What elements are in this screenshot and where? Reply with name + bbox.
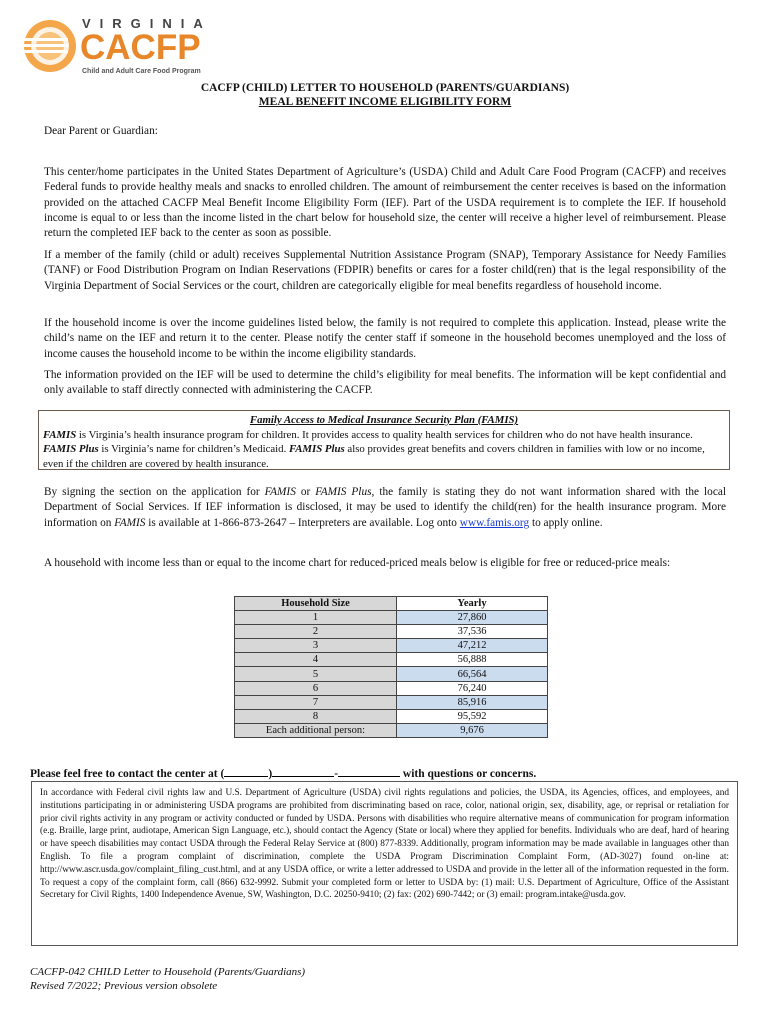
area-code-blank[interactable] [224, 765, 268, 777]
revision-note: Revised 7/2022; Previous version obsolete [30, 980, 218, 992]
paragraph-income-guidelines: If the household income is over the income guidelines listed below, the family is not required to complete this application. Instead, please write the child’s name on the IEF and return it to the center. Please notify the center staff if someone in the household becomes unemployed and the loss of income causes the household income to be within the income eligibility standards. [44, 317, 726, 360]
table-row [235, 709, 548, 723]
table-row [235, 639, 548, 653]
table-row [235, 611, 548, 625]
paragraph-participation: This center/home participates in the United States Department of Agriculture’s (USDA) Child and Adult Care Food Program (CACFP) and receives Federal funds to provide healthy meals and snacks to enrolled children. The amount of reimbursement the center receives is based on the information provided on the attached CACFP Meal Benefit Income Eligibility Form (IEF). Part of the USDA requirement is to complete the IEF. If household income is equal to or less than the income listed in the chart below for household size, the center will receive a higher level of reimbursement. Please return the completed IEF back to the center as soon as possible. [44, 166, 726, 240]
page-title: CACFP (CHILD) LETTER TO HOUSEHOLD (PARENTS/GUARDIANS) [200, 82, 570, 94]
yearly-income-cell: 95,592 [397, 709, 548, 723]
household-size-cell: 6 [235, 681, 397, 695]
famis-heading: Family Access to Medical Insurance Security Plan (FAMIS) [249, 414, 519, 426]
yearly-income-cell: 47,212 [397, 639, 548, 653]
phone-prefix-blank[interactable] [272, 765, 334, 777]
household-size-cell: 5 [235, 667, 397, 681]
logo-state: VIRGINIA [82, 16, 212, 31]
household-size-cell: 8 [235, 709, 397, 723]
header-household-size: Household Size [235, 597, 397, 611]
household-size-cell: 1 [235, 611, 397, 625]
famis-text: FAMIS is Virginia’s health insurance program for children. It provides access to quality health services for children who do not have health insurance. FAMIS Plus is Virginia’s name for children’s Medicaid. FAMIS Plus also provides great benefits and covers children in families with low or no income, even if the children are covered by health insurance. [43, 428, 705, 470]
income-eligibility-table [234, 596, 548, 738]
table-row [235, 723, 548, 737]
cacfp-logo [20, 14, 212, 76]
yearly-income-cell: 66,564 [397, 667, 548, 681]
household-size-cell: 7 [235, 695, 397, 709]
salutation: Dear Parent or Guardian: [44, 125, 158, 137]
yearly-income-cell: 76,240 [397, 681, 548, 695]
household-size-cell: 3 [235, 639, 397, 653]
household-size-cell: 2 [235, 625, 397, 639]
civil-rights-statement: In accordance with Federal civil rights law and U.S. Department of Agriculture (USDA) civil rights regulations and policies, the USDA, its Agencies, offices, and employees, and institutions participating in or administering USDA programs are prohibited from discriminating based on race, color, national origin, sex, disability, age, or reprisal or retaliation for prior civil rights activity in any program or activity conducted or funded by USDA. Persons with disabilities who require alternative means of communication for program information (e.g. Braille, large print, audiotape, American Sign Language, etc.), should contact the Agency (State or local) where they applied for benefits. Individuals who are deaf, hard of hearing or have speech disabilities may contact USDA through the Federal Relay Service at (800) 877-8339. Additionally, program information may be made available in languages other than English. To file a program complaint of discrimination, complete the USDA Program Discrimination Complaint Form, (AD-3027) found on-line at: http://www.ascr.usda.gov/complaint_filing_cust.html, and at any USDA office, or write a letter addressed to USDA and provide in the letter all of the information requested in the form. To request a copy of the complaint form, call (866) 632-9992. Submit your completed form or letter to USDA by: (1) mail: U.S. Department of Agriculture, Office of the Assistant Secretary for Civil Rights, 1400 Independence Avenue, SW, Washington, D.C. 20250-9410; (2) fax: (202) 690-7442; or (3) email: program.intake@usda.gov. [31, 781, 738, 946]
household-size-cell: Each additional person: [235, 723, 397, 737]
table-row [235, 695, 548, 709]
yearly-income-cell: 37,536 [397, 625, 548, 639]
paragraph-confidentiality: The information provided on the IEF will be used to determine the child’s eligibility for meal benefits. The information will be kept confidential and only available to staff directly connected with administering the CACFP. [44, 369, 726, 397]
logo-program: CACFP [80, 28, 201, 67]
logo-subtitle: Child and Adult Care Food Program [82, 68, 201, 75]
yearly-income-cell: 9,676 [397, 723, 548, 737]
paragraph-household-intro: A household with income less than or equal to the income chart for reduced-priced meals below is eligible for free or reduced-price meals: [44, 557, 671, 569]
paragraph-signing: By signing the section on the application for FAMIS or FAMIS Plus, the family is stating they do not want information shared with the local Department of Social Services. If IEF information is disclosed, it may be used to identify the child(ren) for the health insurance program. More information on FAMIS is available at 1-866-873-2647 – Interpreters are available. Log onto www.famis.org to apply online. [44, 486, 726, 529]
yearly-income-cell: 27,860 [397, 611, 548, 625]
famis-website-link[interactable]: www.famis.org [459, 516, 530, 529]
paragraph-categorical-eligibility: If a member of the family (child or adult) receives Supplemental Nutrition Assistance Program (SNAP), Temporary Assistance for Needy Families (TANF) or Food Distribution Program on Indian Reservations (FDPIR) benefits or cares for a foster child(ren) that is the legal responsibility of the Virginia Department of Social Services or the court, children are categorically eligible for meal benefits regardless of household income. [44, 249, 726, 292]
phone-number-blank[interactable] [338, 765, 400, 777]
plate-utensils-icon [20, 18, 82, 74]
table-row [235, 653, 548, 667]
page-subtitle: MEAL BENEFIT INCOME ELIGIBILITY FORM [258, 96, 512, 108]
table-row [235, 667, 548, 681]
yearly-income-cell: 85,916 [397, 695, 548, 709]
household-size-cell: 4 [235, 653, 397, 667]
form-number: CACFP-042 CHILD Letter to Household (Parents/Guardians) [30, 966, 306, 978]
contact-line: Please feel free to contact the center at ( ) - with questions or concerns. [30, 765, 536, 780]
table-row [235, 681, 548, 695]
yearly-income-cell: 56,888 [397, 653, 548, 667]
header-yearly: Yearly [397, 597, 548, 611]
table-row [235, 625, 548, 639]
famis-info-box [38, 410, 730, 470]
